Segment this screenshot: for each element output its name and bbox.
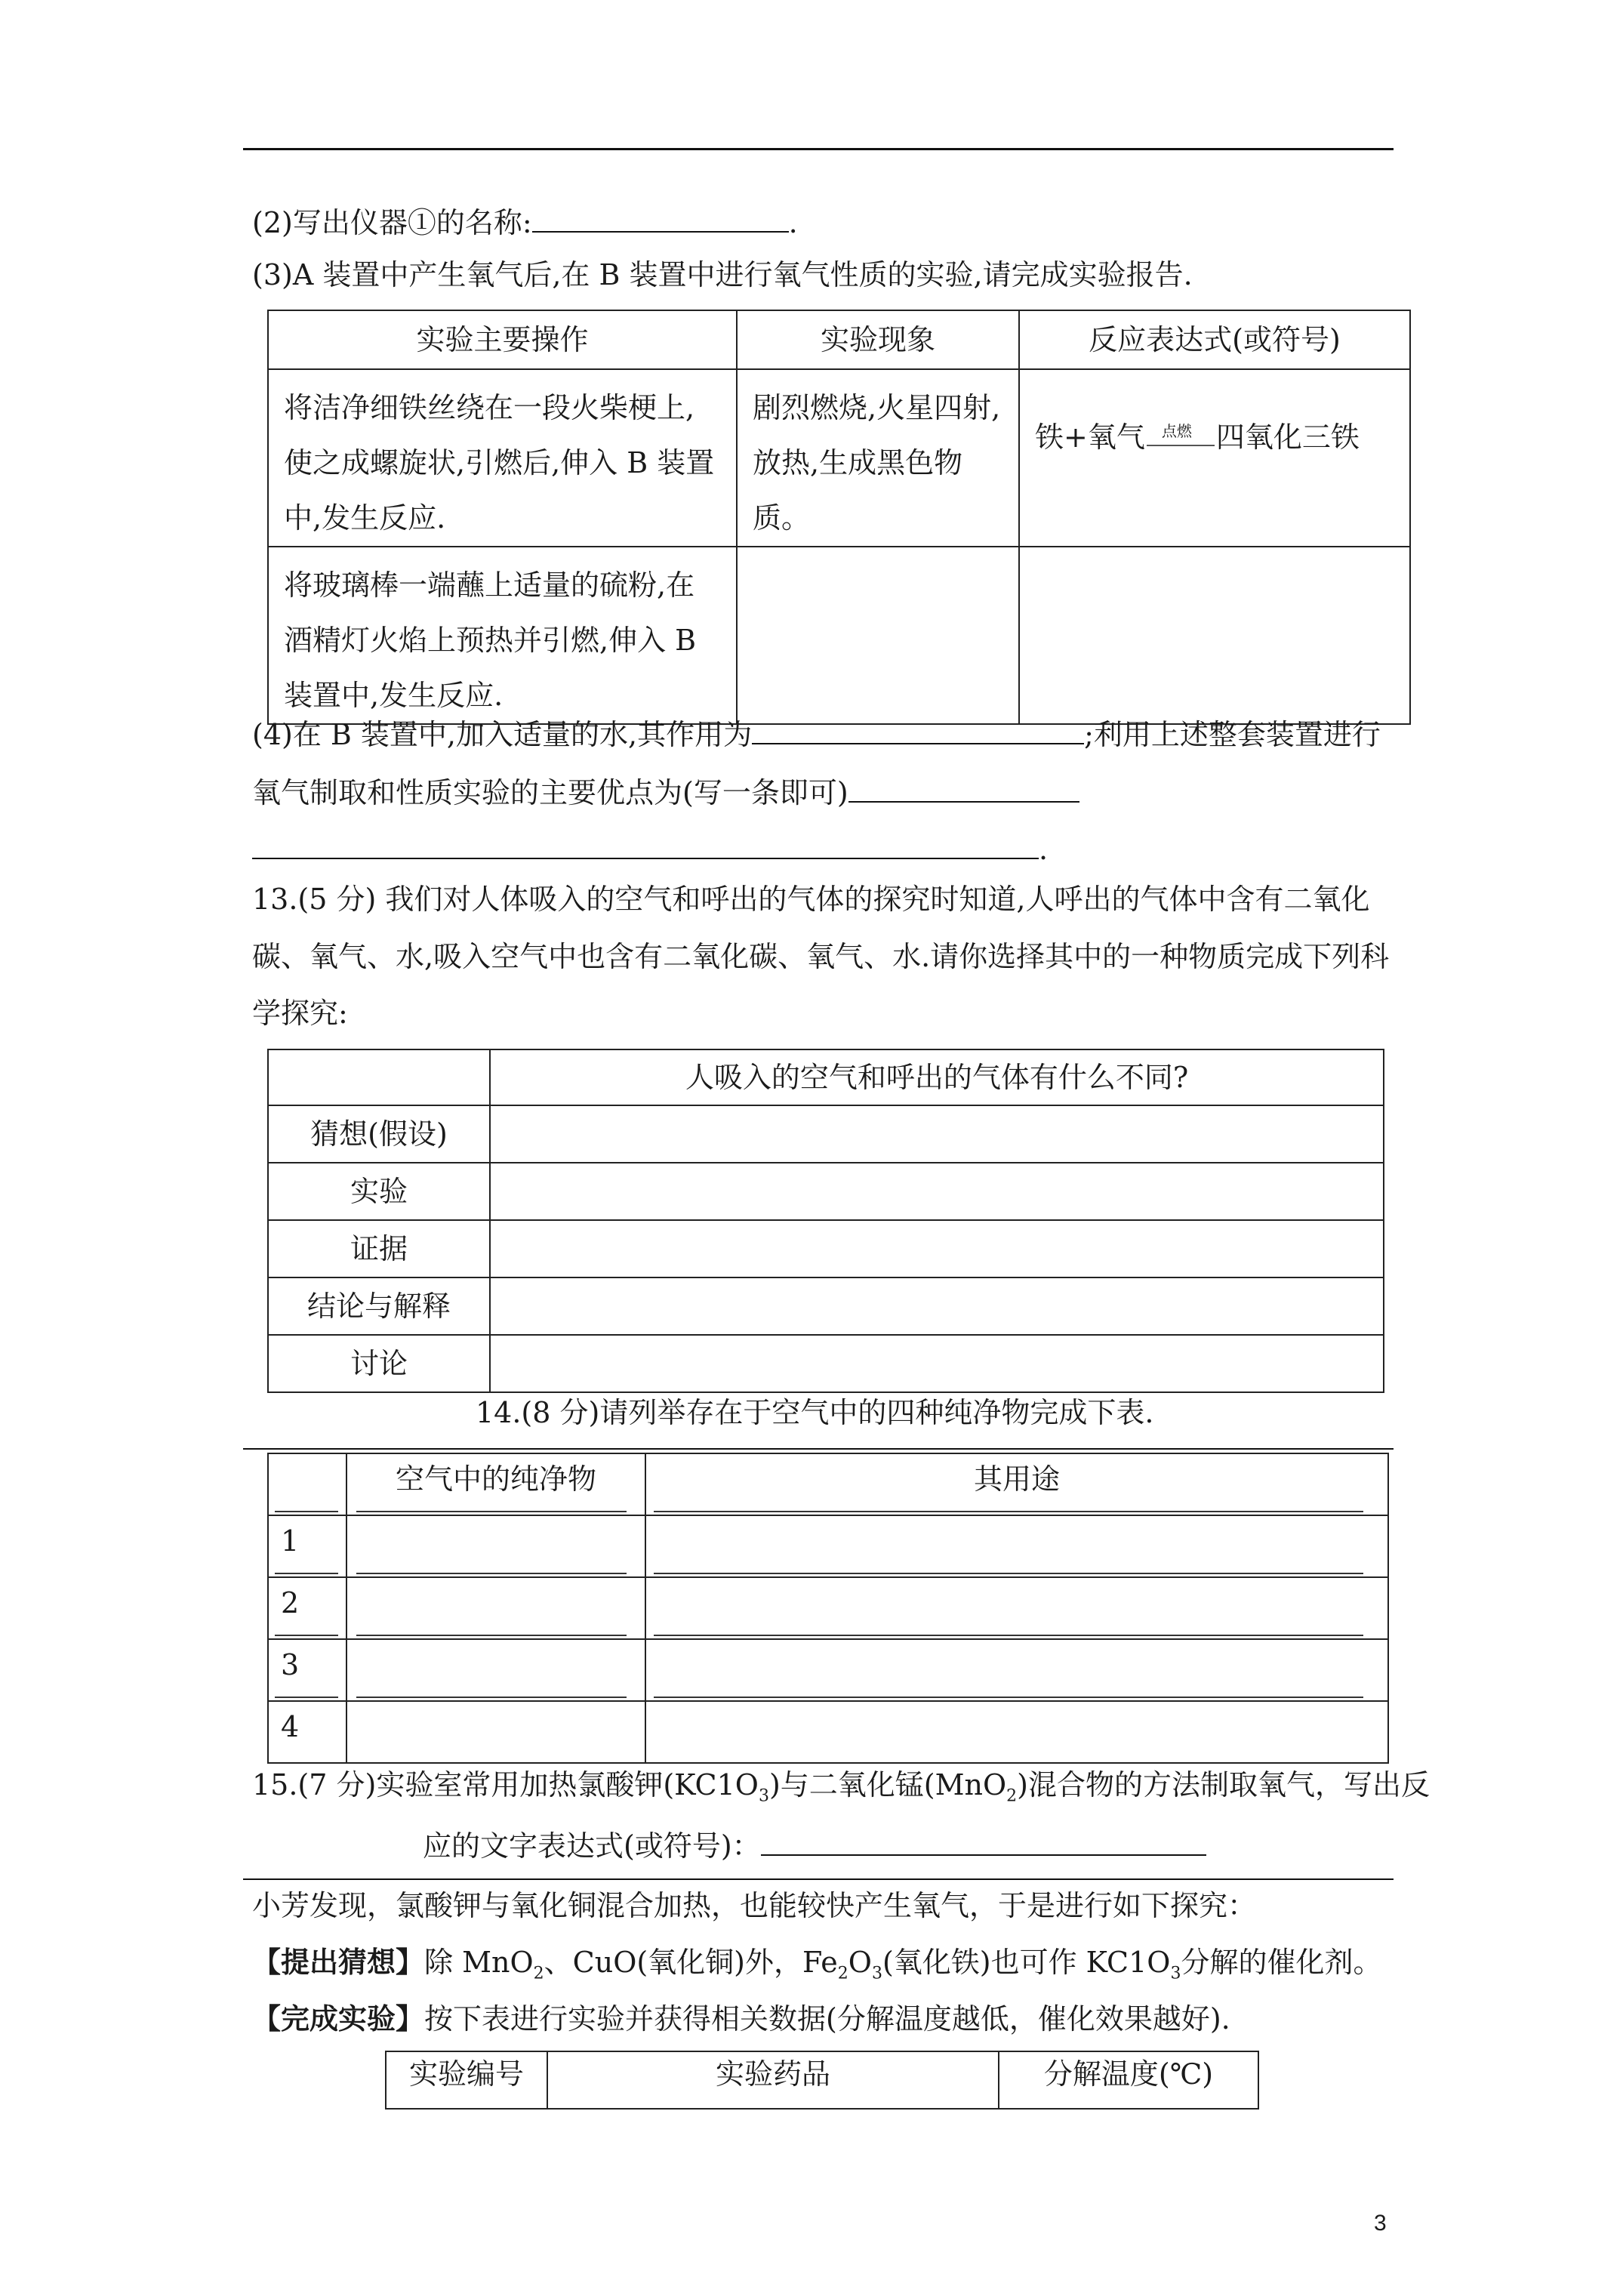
answer-blank[interactable] (848, 774, 1079, 803)
inquiry-cell[interactable] (490, 1220, 1384, 1277)
answer-blank[interactable] (761, 1827, 1206, 1856)
q15-line3: 小芳发现，氯酸钾与氧化铜混合加热，也能较快产生氧气，于是进行如下探究： (252, 1889, 1257, 1922)
inquiry-cell[interactable] (490, 1163, 1384, 1220)
row-underline (275, 1635, 338, 1636)
row1-operation: 将洁净细铁丝绕在一段火柴梗上, 使之成螺旋状,引燃后,伸入 B 装置 中,发生反应. (268, 369, 737, 547)
page-number: 3 (1374, 2211, 1387, 2236)
header-phenomenon: 实验现象 (737, 310, 1019, 369)
use-cell[interactable] (645, 1577, 1388, 1639)
row-underline (275, 1697, 338, 1698)
header-decomposition-temp: 分解温度(℃) (999, 2051, 1258, 2109)
inquiry-row-conclusion: 结论与解释 (268, 1277, 490, 1335)
inquiry-row-hypothesis: 猜想(假设) (268, 1105, 490, 1163)
substance-cell[interactable] (346, 1515, 645, 1577)
index-header-cell (268, 1453, 346, 1515)
q15-complete: 【完成实验】按下表进行实验并获得相关数据(分解温度越低，催化效果越好). (252, 2002, 1230, 2036)
row-underline (654, 1511, 1363, 1512)
answer-blank[interactable] (752, 716, 1084, 744)
q13-line3: 学探究: (252, 997, 348, 1030)
row-index: 2 (268, 1577, 346, 1639)
use-cell[interactable] (645, 1515, 1388, 1577)
col-uses: 其用途 (645, 1453, 1388, 1515)
row1-reaction: 铁+氧气 点燃 四氧化三铁 (1019, 369, 1410, 547)
header-reaction: 反应表达式(或符号) (1019, 310, 1410, 369)
inquiry-corner-cell (268, 1049, 490, 1105)
answer-blank[interactable] (532, 204, 789, 233)
row1-phenomenon: 剧烈燃烧,火星四射, 放热,生成黑色物质。 (737, 369, 1019, 547)
row-underline (356, 1511, 627, 1512)
q12-part3: (3)A 装置中产生氧气后,在 B 装置中进行氧气性质的实验,请完成实验报告. (252, 258, 1193, 291)
inquiry-row-experiment: 实验 (268, 1163, 490, 1220)
row-underline (275, 1573, 338, 1574)
q13-line1: 13.(5 分) 我们对人体吸入的空气和呼出的气体的探究时知道,人呼出的气体中含有二氧化 (252, 883, 1370, 916)
q12-part4-line1: (4)在 B 装置中,加入适量的水,其作用为 ;利用上述整套装置进行 (252, 716, 1381, 749)
inquiry-cell[interactable] (490, 1335, 1384, 1392)
substance-cell[interactable] (346, 1577, 645, 1639)
q14-rule (243, 1448, 1394, 1450)
row-underline (654, 1635, 1363, 1636)
substance-cell[interactable] (346, 1639, 645, 1701)
answer-blank[interactable] (252, 831, 1039, 859)
header-main-operation: 实验主要操作 (268, 310, 737, 369)
use-cell[interactable] (645, 1701, 1388, 1763)
q13-line2: 碳、氧气、水,吸入空气中也含有二氧化碳、氧气、水.请你选择其中的一种物质完成下列科 (252, 940, 1390, 973)
row-index: 1 (268, 1515, 346, 1577)
inquiry-table (267, 1049, 1384, 1393)
pure-substances-table (267, 1453, 1389, 1764)
q15-rule (243, 1878, 1394, 1880)
row-underline (654, 1573, 1363, 1574)
row2-phenomenon[interactable] (737, 547, 1019, 724)
row2-reaction[interactable] (1019, 547, 1410, 724)
row-underline (356, 1635, 627, 1636)
q14-title: 14.(8 分)请列举存在于空气中的四种纯净物完成下表. (476, 1396, 1154, 1429)
row-underline (356, 1573, 627, 1574)
catalyst-table (385, 2051, 1259, 2110)
inquiry-row-evidence: 证据 (268, 1220, 490, 1277)
q12-part4-line2: 氧气制取和性质实验的主要优点为(写一条即可) (252, 774, 1079, 807)
row-underline (275, 1511, 338, 1512)
row-index: 4 (268, 1701, 346, 1763)
row-underline (654, 1697, 1363, 1698)
reaction-arrow: 点燃 (1147, 434, 1215, 446)
row2-operation: 将玻璃棒一端蘸上适量的硫粉,在 酒精灯火焰上预热并引燃,伸入 B 装置中,发生反应. (268, 547, 737, 724)
q15-guess: 【提出猜想】除 MnO$_2$、CuO(氧化铜)外，$Fe_2O_3$(氧化铁)也可作 $KC1O_3$分解的催化剂。 (252, 1946, 1382, 1983)
experiment-report-table (267, 310, 1411, 725)
inquiry-title: 人吸入的空气和呼出的气体有什么不同? (490, 1049, 1384, 1105)
header-rule (243, 148, 1394, 150)
q12-part4-line3: . (252, 831, 1048, 864)
col-pure-substance: 空气中的纯净物 (346, 1453, 645, 1515)
inquiry-cell[interactable] (490, 1277, 1384, 1335)
row-underline (356, 1697, 627, 1698)
q15-line1: 15.(7 分)实验室常用加热氯酸钾$(KC1O_3)$与二氧化锰(MnO$_2$)混合物的方法制取氧气，写出反 (252, 1768, 1430, 1806)
use-cell[interactable] (645, 1639, 1388, 1701)
substance-cell[interactable] (346, 1701, 645, 1763)
inquiry-cell[interactable] (490, 1105, 1384, 1163)
header-experiment-number: 实验编号 (386, 2051, 547, 2109)
header-reagents: 实验药品 (547, 2051, 999, 2109)
inquiry-row-discussion: 讨论 (268, 1335, 490, 1392)
q12-part2: (2)写出仪器①的名称: . (252, 204, 798, 237)
row-index: 3 (268, 1639, 346, 1701)
q15-line2: 应的文字表达式(或符号)： (423, 1827, 1206, 1860)
